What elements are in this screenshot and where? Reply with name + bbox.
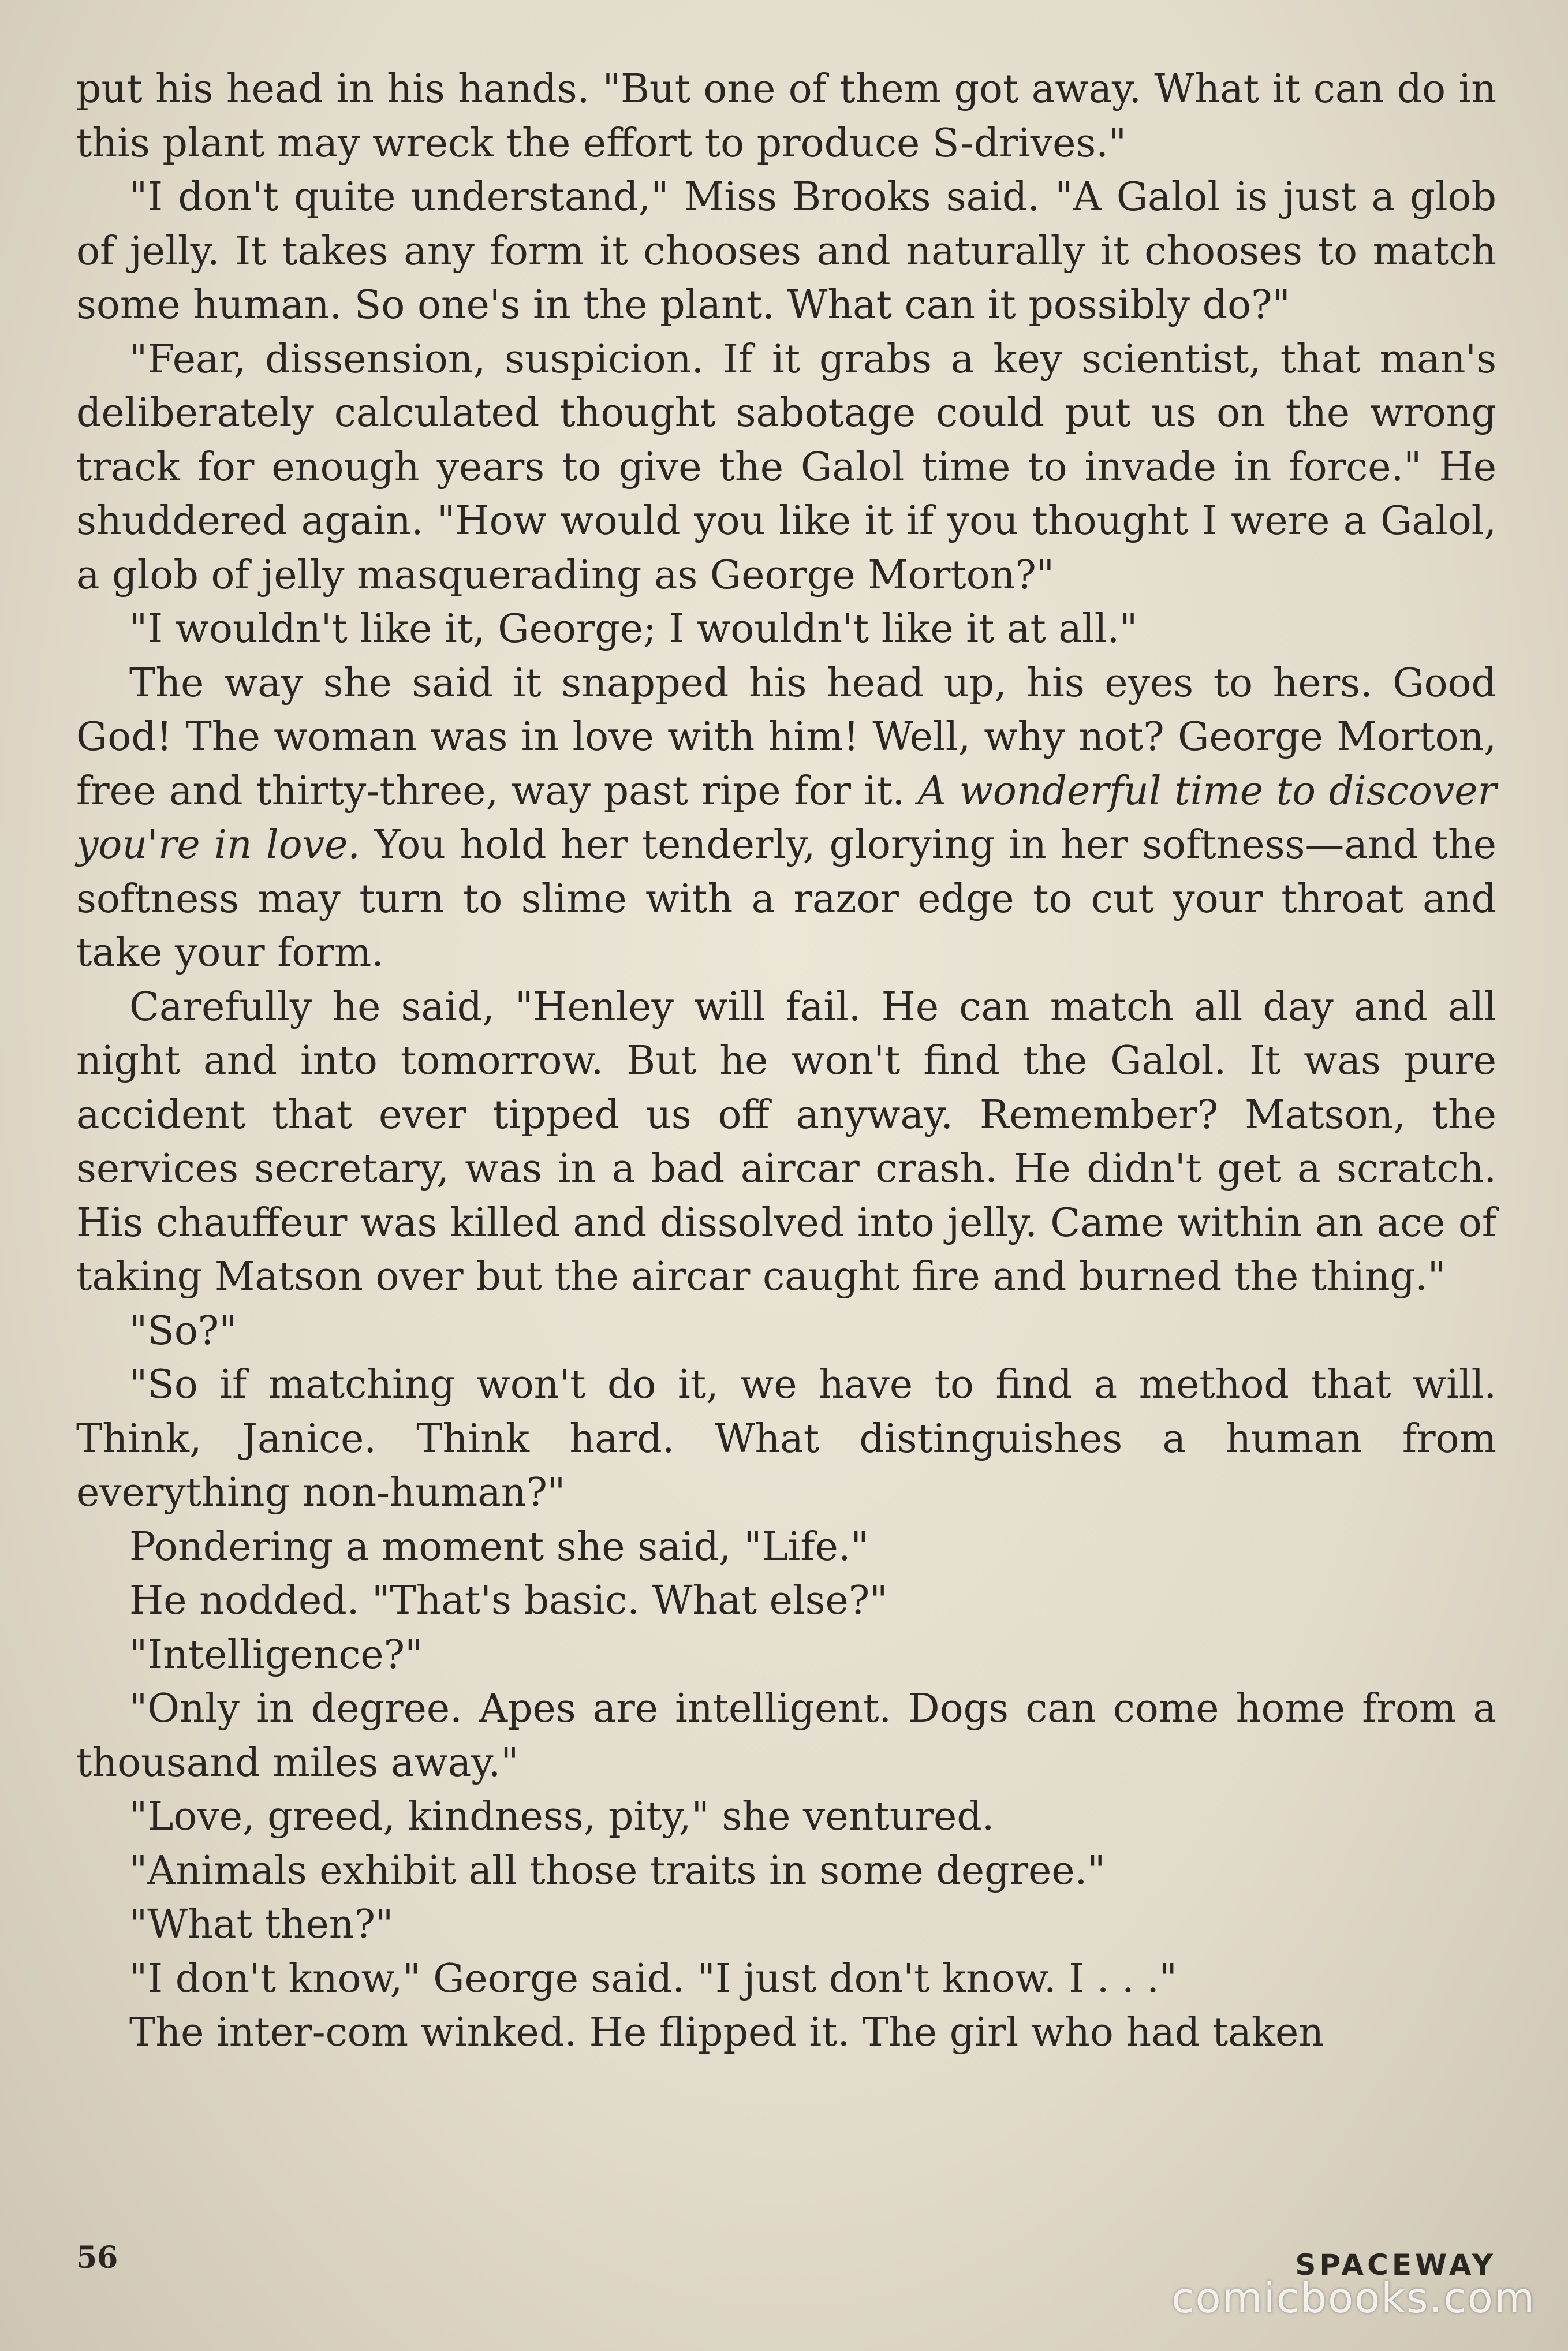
paragraph: Carefully he said, "Henley will fail. He can match all day and all night and into tomorrow. But he won't find the Galol. It was pure accident that ever tipped us off anyway. Remember? Matson, the services secretary, was in a bad aircar crash. He didn't get a scratch. His chauffeur was killed and dissolved into jelly. Came within an ace of taking Matson over but the aircar caught fire and burned the thing." (76, 984, 1496, 1300)
paragraph: "Fear, dissension, suspicion. If it grabs a key scientist, that man's deliberately calculated thought sabotage could put us on the wrong track for enough years to give the Galol time to invade in force." He shuddered again. "How would you like it if you thought I were a Galol, a glob of jelly masquerading as George Morton?" (76, 336, 1496, 598)
magazine-name: SPACEWAY (1295, 2248, 1496, 2282)
paragraph: "I don't quite understand," Miss Brooks said. "A Galol is just a glob of jelly. It takes any form it chooses and naturally it chooses to match some human. So one's in the plant. What can it possibly do?" (76, 174, 1496, 328)
story-text (76, 62, 1496, 2060)
paragraph: "I wouldn't like it, George; I wouldn't like it at all." (129, 606, 1138, 652)
paragraph: Pondering a moment she said, "Life." (129, 1524, 869, 1570)
paragraph: He nodded. "That's basic. What else?" (129, 1578, 888, 1624)
paragraph: "Intelligence?" (129, 1632, 423, 1678)
paragraph: "So?" (129, 1308, 237, 1354)
watermark: comicbooks.com (1171, 2274, 1536, 2322)
paragraph: put his head in his hands. "But one of them got away. What it can do in this plant may wreck the effort to produce S-drives." (76, 66, 1496, 166)
page-number: 56 (76, 2240, 118, 2275)
paragraph-love-italic: A wonderful time to discover you're in love. (76, 768, 1496, 868)
paragraph-love (76, 656, 1496, 980)
paragraph-love-before: The way she said it snapped his head up, his eyes to hers. Good God! The woman was in love with him! Well, why not? George Morton, free and thirty-three, way past ripe for it. (76, 660, 1496, 814)
paragraph: "What then?" (129, 1902, 394, 1947)
paragraph: "Love, greed, kindness, pity," she ventured. (129, 1794, 995, 1839)
paragraph: The inter-com winked. He flipped it. The girl who had taken (129, 2010, 1324, 2055)
paragraph: "So if matching won't do it, we have to find a method that will. Think, Janice. Think hard. What distinguishes a human from everything non-human?" (76, 1362, 1496, 1516)
paragraph-love-after: You hold her tenderly, glorying in her softness—and the softness may turn to slime with a razor edge to cut your throat and take your form. (76, 822, 1497, 976)
paragraph: "I don't know," George said. "I just don't know. I . . ." (129, 1956, 1178, 2002)
paragraph: "Only in degree. Apes are intelligent. Dogs can come home from a thousand miles away." (76, 1686, 1496, 1786)
paragraph: "Animals exhibit all those traits in some degree." (129, 1848, 1106, 1894)
